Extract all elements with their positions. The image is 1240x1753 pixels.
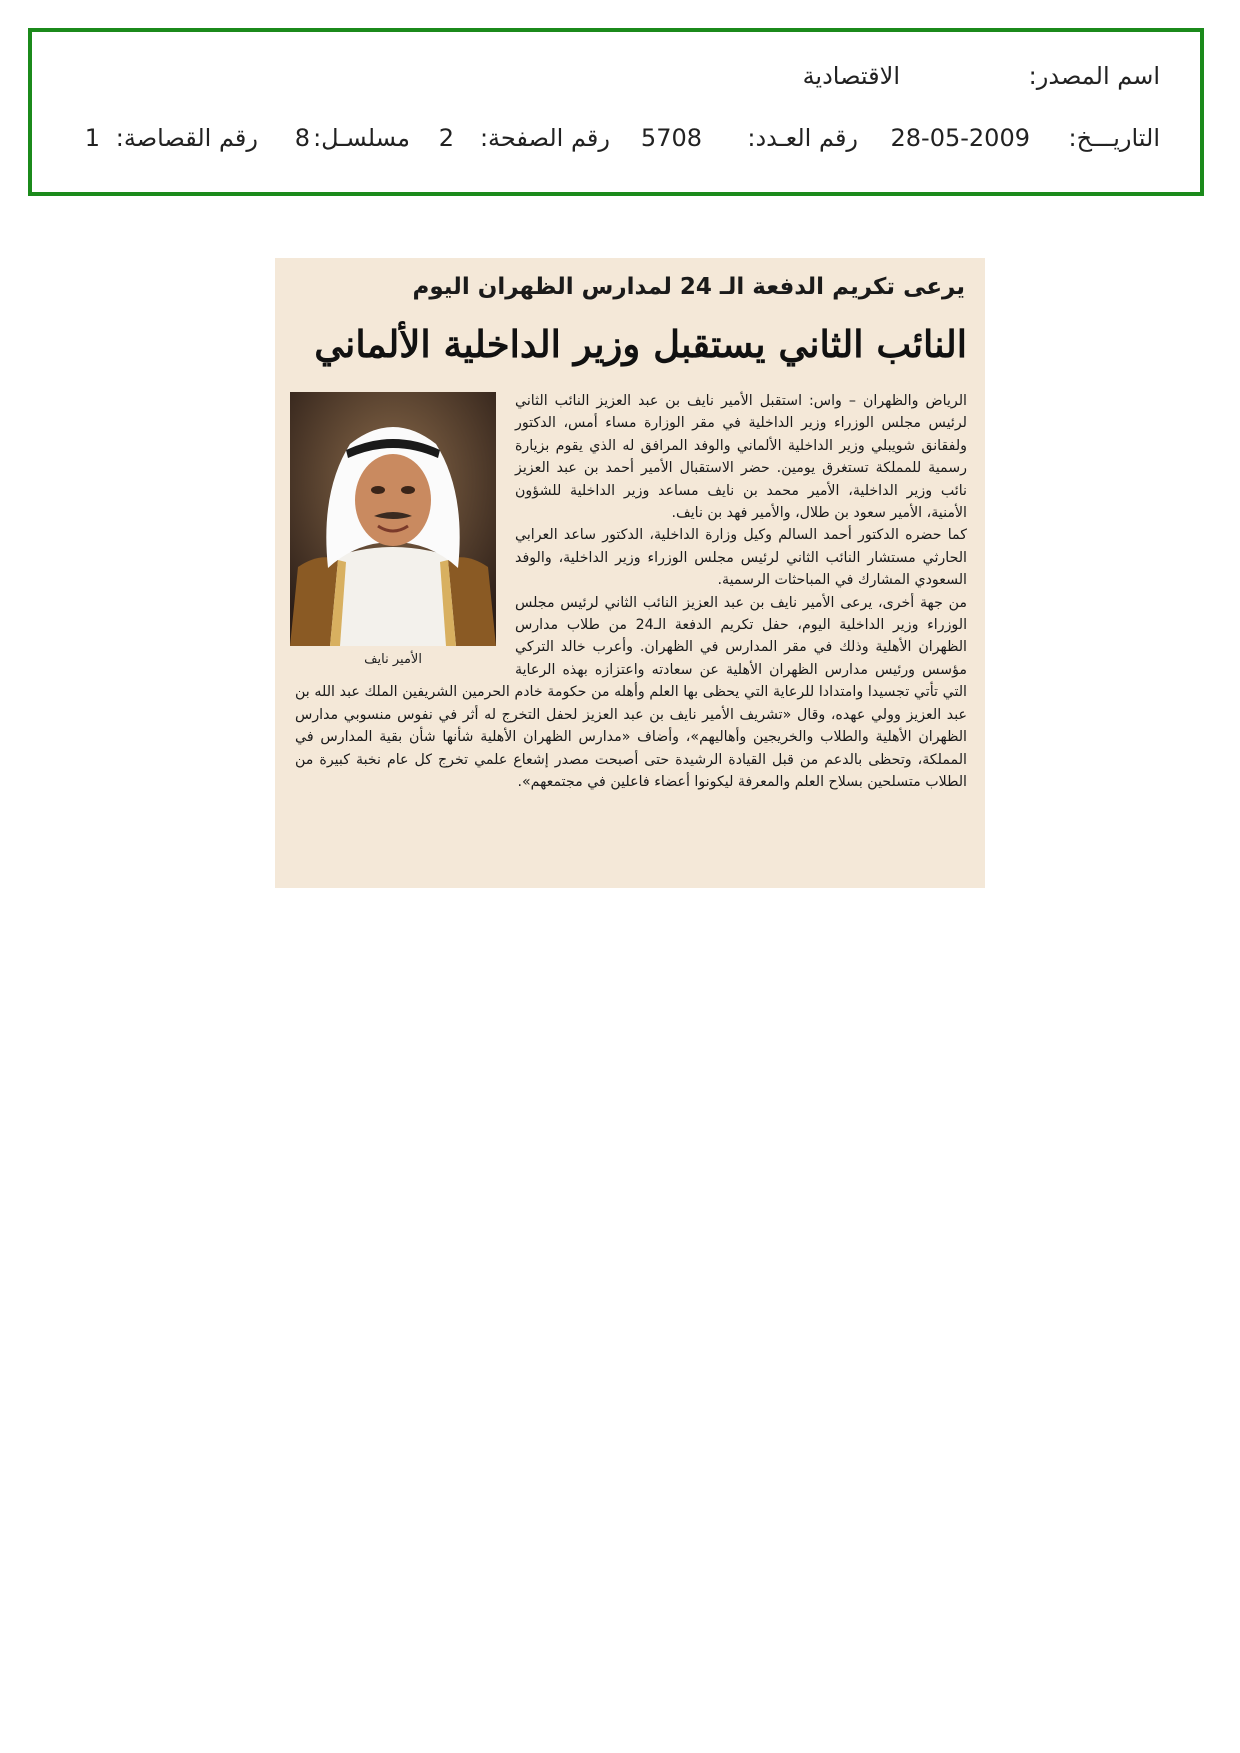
article-headline: النائب الثاني يستقبل وزير الداخلية الألماني <box>314 322 967 366</box>
page-value: 2 <box>438 124 454 152</box>
photo-caption: الأمير نايف <box>364 652 422 667</box>
article-paragraph: الرياض والظهران – واس: استقبل الأمير نايف بن عبد العزيز النائب الثاني لرئيس مجلس الوزراء وزير الداخلية في مقر الوزارة مساء أمس، الدكتور ولفقانق شويبلي وزير الداخلية الألماني والوفد المرافق له الذي يقوم بزيارة رسمية للمملكة تستغرق يومين. حضر الاستقبال الأمير أحمد بن عبد العزيز نائب وزير الداخلية، الأمير محمد بن نايف مساعد وزير الداخلية للشؤون الأمنية، الأمير سعود بن طلال، والأمير فهد بن نايف. <box>515 393 967 522</box>
clip-number-label: رقم القصاصة: <box>115 124 258 152</box>
source-label: اسم المصدر: <box>1028 62 1160 90</box>
article-body <box>295 390 967 793</box>
clipping-info-box <box>28 28 1204 196</box>
issue-label: رقم العـدد: <box>747 124 858 152</box>
page-label: رقم الصفحة: <box>479 124 610 152</box>
source-value: الاقتصادية <box>802 62 900 90</box>
date-value: 28-05-2009 <box>890 124 1030 152</box>
article-paragraph: من جهة أخرى، يرعى الأمير نايف بن عبد العزيز النائب الثاني لرئيس مجلس الوزراء وزير الداخلية اليوم، حفل تكريم الدفعة الـ24 من طلاب مدارس الظهران الأهلية وذلك في مقر المدارس في الظهران. وأعرب خالد التركي مؤسس ورئيس مدارس الظهران الأهلية عن سعادته واعتزازه بهذه الرعاية التي تأتي تجسيدا وامتدادا للرعاية التي يحظى بها العلم وأهله من حكومة خادم الحرمين الشريفين الملك عبد الله بن عبد العزيز وولي عهده، وقال «تشريف الأمير نايف بن عبد العزيز لحفل التخرج له أثر في نفوس منسوبي مدارس الظهران الأهلية والطلاب والخريجين وأهاليهم»، وأضاف «مدارس الظهران الأهلية شأنها شأن بقية المدارس في المملكة، وتحظى بالدعم من قبل القيادة الرشيدة حتى أصبحت مصدر إشعاع علمي تخرج كل عام نخبة كبيرة من الطلاب متسلحين بسلاح العلم والمعرفة ليكونوا أعضاء فاعلين في مجتمعهم». <box>295 594 968 790</box>
clip-number-value: 1 <box>84 124 100 152</box>
issue-value: 5708 <box>640 124 702 152</box>
newspaper-clipping <box>275 258 985 888</box>
serial-label: مسلسـل: <box>313 124 410 152</box>
date-label: التاريـــخ: <box>1068 124 1160 152</box>
serial-value: 8 <box>294 124 310 152</box>
article-paragraph: كما حضره الدكتور أحمد السالم وكيل وزارة الداخلية، الدكتور ساعد العرابي الحارثي مستشار النائب الثاني لرئيس مجلس الوزراء وزير الداخلية، والوفد السعودي المشارك في المباحثات الرسمية. <box>515 527 967 589</box>
article-kicker: يرعى تكريم الدفعة الـ 24 لمدارس الظهران اليوم <box>412 274 965 300</box>
